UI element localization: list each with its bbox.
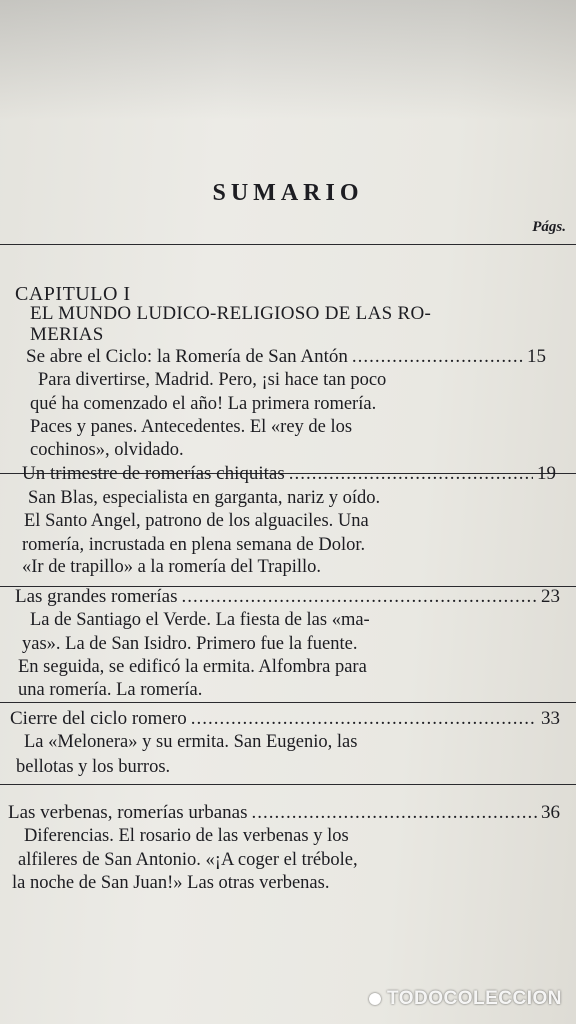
header-rule (0, 244, 576, 245)
toc-entry-title: Se abre el Ciclo: la Romería de San Antón (26, 346, 348, 367)
toc-entry-page: 15 (527, 346, 546, 367)
toc-entry-description-line: San Blas, especialista en garganta, nariz y oído. (28, 488, 381, 508)
toc-entry-description-line: «Ir de trapillo» a la romería del Trapillo. (22, 557, 322, 577)
toc-entry-description-line: Para divertirse, Madrid. Pero, ¡si hace tan poco (38, 370, 387, 390)
toc-entry-description-line: romería, incrustada en plena semana de Dolor. (22, 535, 366, 555)
toc-entry-description-line: cochinos», olvidado. (30, 440, 184, 460)
leader-dots (289, 463, 533, 485)
toc-entry-page: 19 (537, 463, 556, 484)
toc-entry-description-line: la noche de San Juan!» Las otras verbenas. (12, 873, 330, 893)
entry-separator (0, 702, 576, 703)
toc-entry-page: 33 (541, 708, 560, 729)
toc-entry-title: Un trimestre de romerías chiquitas (22, 463, 285, 484)
toc-entry-description-line: una romería. La romería. (18, 680, 203, 700)
leader-dots (182, 586, 538, 608)
toc-entry-description-line: bellotas y los burros. (16, 757, 171, 777)
page-shadow (0, 0, 576, 120)
toc-entry-description-line: qué ha comenzado el año! La primera romería. (30, 394, 377, 414)
toc-entry-heading (10, 708, 568, 730)
leader-dots (191, 708, 537, 730)
toc-entry-description-line: alfileres de San Antonio. «¡A coger el trébole, (18, 850, 358, 870)
toc-entry-heading (22, 463, 564, 485)
toc-entry-heading (26, 346, 564, 368)
pages-column-header: Págs. (532, 219, 566, 235)
toc-entry-page: 23 (541, 586, 560, 607)
toc-entry-title: Las verbenas, romerías urbanas (8, 802, 248, 823)
toc-entry-heading (15, 586, 570, 608)
leader-dots (252, 802, 537, 824)
watermark-logo-icon (369, 993, 381, 1005)
toc-entry-description-line: Paces y panes. Antecedentes. El «rey de los (30, 417, 353, 437)
toc-entry-description-line: Diferencias. El rosario de las verbenas y los (24, 826, 349, 846)
page-title: SUMARIO (212, 180, 364, 206)
toc-entry-title: Las grandes romerías (15, 586, 178, 607)
leader-dots (352, 346, 523, 368)
toc-entry-description-line: La «Melonera» y su ermita. San Eugenio, las (24, 732, 358, 752)
watermark (369, 988, 562, 1010)
toc-entry-description-line: La de Santiago el Verde. La fiesta de las «ma- (30, 610, 370, 630)
toc-entry-description-line: El Santo Angel, patrono de los alguaciles. Una (24, 511, 369, 531)
toc-entry-page: 36 (541, 802, 560, 823)
toc-entry-description-line: En seguida, se edificó la ermita. Alfombra para (18, 657, 367, 677)
toc-entry-title: Cierre del ciclo romero (10, 708, 187, 729)
toc-entry-heading (8, 802, 568, 824)
chapter-title-line-1: EL MUNDO LUDICO-RELIGIOSO DE LAS RO- (30, 303, 432, 324)
chapter-title-line-2: MERIAS (30, 324, 104, 345)
chapter-label: CAPITULO I (15, 283, 131, 305)
entry-separator (0, 784, 576, 785)
watermark-text: TODOCOLECCION (386, 988, 562, 1009)
toc-entry-description-line: yas». La de San Isidro. Primero fue la fuente. (22, 634, 358, 654)
